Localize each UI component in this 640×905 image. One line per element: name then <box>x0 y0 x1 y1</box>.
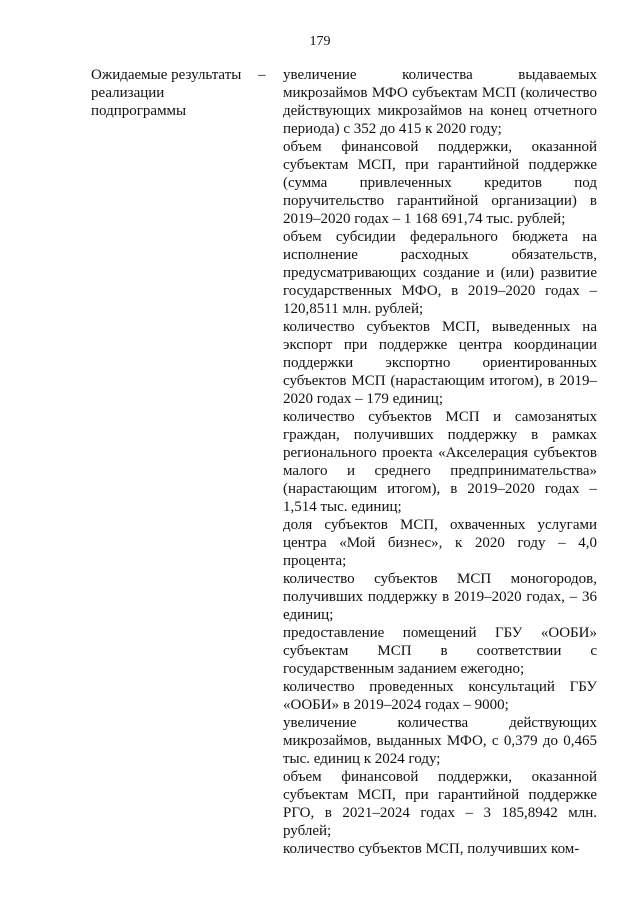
row-label: Ожидаемые результаты реализации подпрограммы <box>91 67 242 119</box>
result-item-9: количество проведенных консультаций ГБУ «ООБИ» в 2019–2024 годах – 9000; <box>283 679 597 713</box>
result-item-6: доля субъектов МСП, охваченных услугами центра «Мой бизнес», к 2020 году – 4,0 процента; <box>283 517 597 569</box>
result-item-11: объем финансовой поддержки, оказанной субъектам МСП, при гарантийной поддержке РГО, в 2021–2024 годах – 3 185,8942 млн. рублей; <box>283 769 597 839</box>
result-item-8: предоставление помещений ГБУ «ООБИ» субъектам МСП в соответствии с государственным заданием ежегодно; <box>283 625 597 677</box>
result-item-7: количество субъектов МСП моногородов, получивших поддержку в 2019–2020 годах, – 36 единиц; <box>283 571 597 623</box>
expected-results-list <box>283 66 597 858</box>
result-item-3: объем субсидии федерального бюджета на исполнение расходных обязательств, предусматривающих создание и (или) развитие государственных МФО, в 2019–2020 годах – 120,8511 млн. рублей; <box>283 229 597 317</box>
result-item-1: увеличение количества выдаваемых микрозаймов МФО субъектам МСП (количество действующих микрозаймов на конец отчетного периода) с 352 до 415 к 2020 году; <box>283 67 597 137</box>
result-item-2: объем финансовой поддержки, оказанной субъектам МСП, при гарантийной поддержке (сумма привлеченных кредитов под поручительство гарантийной организации) в 2019–2020 годах – 1 168 691,74 тыс. рублей; <box>283 139 597 227</box>
result-item-10: увеличение количества действующих микрозаймов, выданных МФО, с 0,379 до 0,465 тыс. единиц к 2024 году; <box>283 715 597 767</box>
page-number: 179 <box>309 34 331 49</box>
result-item-5: количество субъектов МСП и самозанятых граждан, получивших поддержку в рамках регионального проекта «Акселерация субъектов малого и среднего предпринимательства» (нарастающим итогом), в 2019–2020 годах – 1,514 тыс. единиц; <box>283 409 597 515</box>
label-dash: – <box>258 67 266 83</box>
result-item-12: количество субъектов МСП, получивших ком- <box>283 841 580 857</box>
result-item-4: количество субъектов МСП, выведенных на экспорт при поддержке центра координации поддержки экспортно ориентированных субъектов МСП (нарастающим итогом), в 2019–2020 годах – 179 единиц; <box>283 319 597 407</box>
